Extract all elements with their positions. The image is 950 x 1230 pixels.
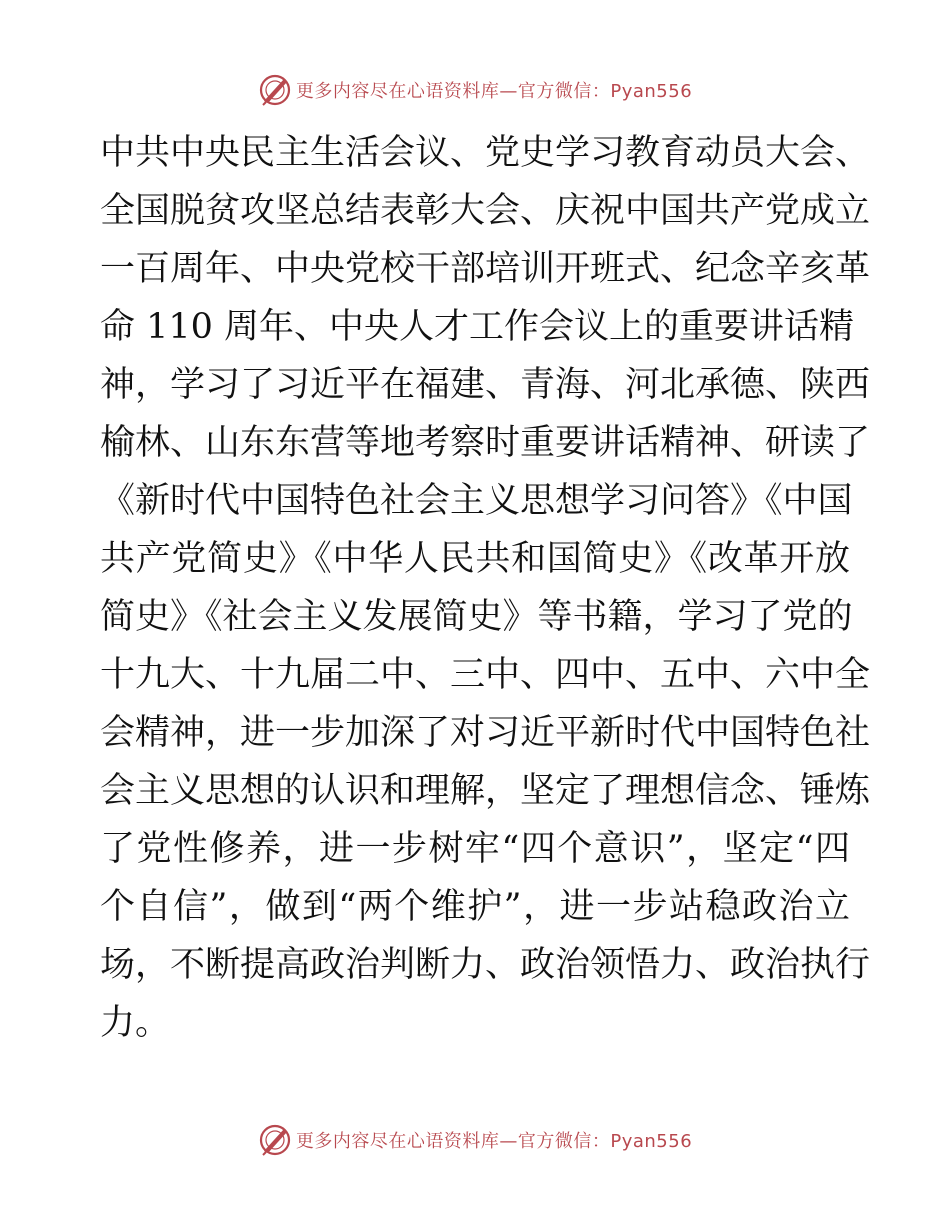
footer-banner: [0, 1120, 950, 1160]
quill-seal-icon: [258, 73, 292, 107]
body-line: 会精神，进一步加深了对习近平新时代中国特色社: [100, 713, 871, 753]
body-line: 榆林、山东东营等地考察时重要讲话精神、研读了: [100, 423, 871, 463]
body-line: 一百周年、中央党校干部培训开班式、纪念辛亥革: [100, 249, 871, 289]
body-line: 神，学习了习近平在福建、青海、河北承德、陕西: [100, 365, 871, 405]
body-line: 了党性修养，进一步树牢“四个意识”，坚定“四: [100, 829, 850, 869]
body-line: 命 110 周年、中央人才工作会议上的重要讲话精: [100, 307, 855, 347]
document-body: [100, 124, 871, 1052]
header-banner: [0, 70, 950, 110]
footer-banner-text: 更多内容尽在心语资料库—官方微信：Pyan556: [295, 1131, 693, 1152]
body-line: 《新时代中国特色社会主义思想学习问答》《中国: [100, 481, 853, 521]
body-line: 场，不断提高政治判断力、政治领悟力、政治执行: [100, 945, 871, 985]
body-line: 中共中央民主生活会议、党史学习教育动员大会、: [100, 133, 871, 173]
body-line: 力。: [100, 1003, 171, 1043]
body-line: 全国脱贫攻坚总结表彰大会、庆祝中国共产党成立: [100, 191, 871, 231]
body-line: 个自信”，做到“两个维护”，进一步站稳政治立: [100, 887, 850, 927]
body-line: 十九大、十九届二中、三中、四中、五中、六中全: [100, 655, 871, 695]
body-line: 简史》《社会主义发展简史》等书籍，学习了党的: [100, 597, 853, 637]
body-line: 共产党简史》《中华人民共和国简史》《改革开放: [100, 539, 850, 579]
body-line: 会主义思想的认识和理解，坚定了理想信念、锤炼: [100, 771, 871, 811]
quill-seal-icon: [258, 1123, 292, 1157]
header-banner-text: 更多内容尽在心语资料库—官方微信：Pyan556: [295, 81, 693, 102]
